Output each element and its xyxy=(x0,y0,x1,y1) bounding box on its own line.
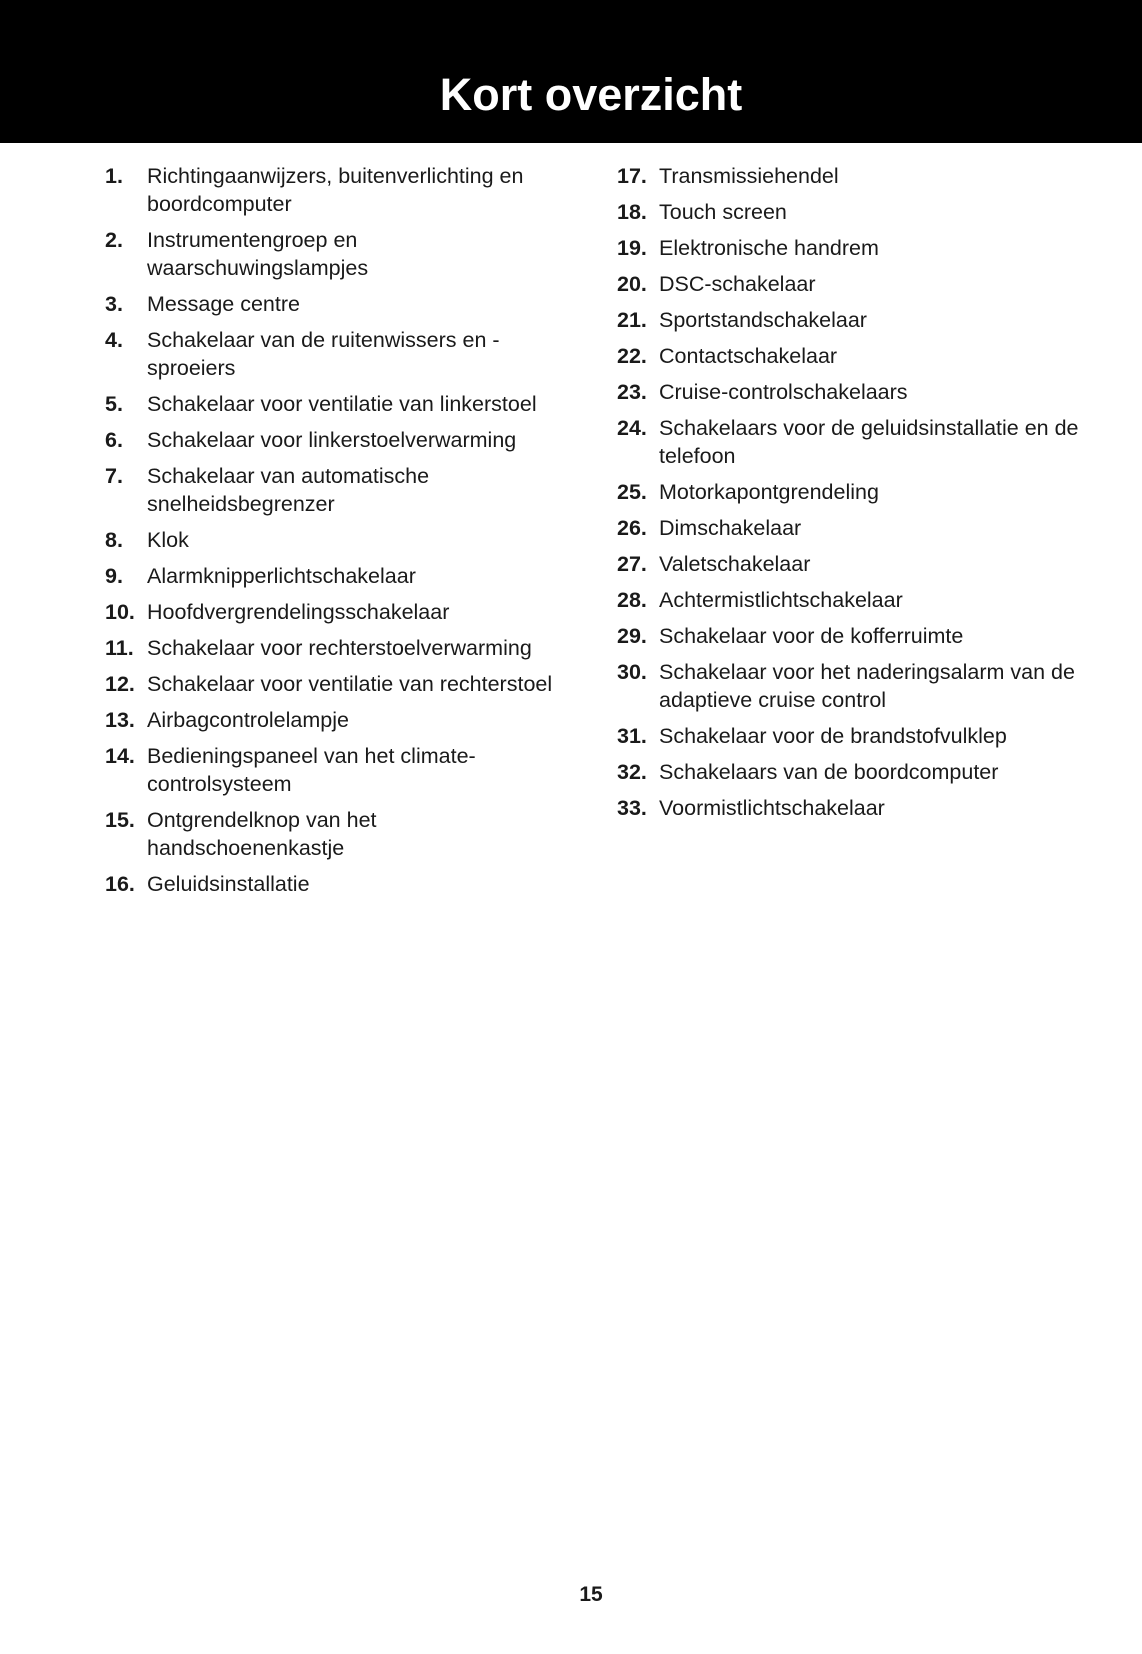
legend-item xyxy=(105,806,575,862)
legend-item xyxy=(105,390,575,418)
legend-item-number: 33. xyxy=(617,796,647,820)
legend-item xyxy=(105,670,575,698)
legend-item-number: 23. xyxy=(617,380,647,404)
legend-item-number: 20. xyxy=(617,272,647,296)
legend-item-number: 29. xyxy=(617,624,647,648)
legend-item xyxy=(617,514,1087,542)
legend-item-number: 16. xyxy=(105,872,135,896)
legend-item xyxy=(105,426,575,454)
legend-item xyxy=(105,462,575,518)
legend-item-label: Schakelaars voor de geluidsinstallatie en de telefoon xyxy=(659,416,1079,468)
legend-item xyxy=(617,162,1087,190)
legend-item-label: Bedieningspaneel van het climate-controlsysteem xyxy=(147,744,476,796)
legend-item-label: DSC-schakelaar xyxy=(659,272,816,296)
legend-item-number: 1. xyxy=(105,164,123,188)
header-band xyxy=(0,0,1142,143)
legend-item-label: Schakelaar van automatische snelheidsbegrenzer xyxy=(147,464,430,516)
legend-item-number: 10. xyxy=(105,600,135,624)
legend-item-number: 17. xyxy=(617,164,647,188)
legend-item-number: 24. xyxy=(617,416,647,440)
legend-item-number: 11. xyxy=(105,636,134,660)
legend-item-label: Message centre xyxy=(147,292,300,316)
legend-item xyxy=(617,758,1087,786)
legend-item xyxy=(617,550,1087,578)
legend-item-number: 12. xyxy=(105,672,135,696)
legend-item-label: Contactschakelaar xyxy=(659,344,838,368)
legend-item-label: Ontgrendelknop van het handschoenenkastje xyxy=(147,808,377,860)
legend-item-label: Schakelaar voor het naderingsalarm van de adaptieve cruise control xyxy=(659,660,1075,712)
legend-item-label: Elektronische handrem xyxy=(659,236,879,260)
legend-item-label: Airbagcontrolelampje xyxy=(147,708,349,732)
legend-item-number: 8. xyxy=(105,528,123,552)
legend-item-number: 2. xyxy=(105,228,123,252)
legend-item-number: 7. xyxy=(105,464,123,488)
legend-item-label: Instrumentengroep en waarschuwingslampjes xyxy=(147,228,369,280)
legend-item-label: Voormistlichtschakelaar xyxy=(659,796,885,820)
legend-item-label: Geluidsinstallatie xyxy=(147,872,310,896)
legend-list-right xyxy=(617,162,1087,830)
legend-item-label: Schakelaar voor de brandstofvulklep xyxy=(659,724,1007,748)
legend-item-number: 26. xyxy=(617,516,647,540)
legend-item xyxy=(105,526,575,554)
legend-item xyxy=(105,742,575,798)
legend-item xyxy=(617,658,1087,714)
legend-item-label: Schakelaars van de boordcomputer xyxy=(659,760,999,784)
legend-item-number: 32. xyxy=(617,760,647,784)
legend-item-number: 4. xyxy=(105,328,123,352)
legend-item xyxy=(617,234,1087,262)
legend-item xyxy=(617,198,1087,226)
legend-item-label: Schakelaar voor ventilatie van rechterstoel xyxy=(147,672,553,696)
legend-item xyxy=(105,706,575,734)
legend-item xyxy=(105,562,575,590)
page-title: Kort overzicht xyxy=(439,69,743,120)
legend-item xyxy=(617,342,1087,370)
legend-item-number: 14. xyxy=(105,744,135,768)
legend-item-label: Richtingaanwijzers, buitenverlichting en boordcomputer xyxy=(147,164,524,216)
legend-item xyxy=(105,598,575,626)
legend-item xyxy=(105,290,575,318)
legend-item-number: 31. xyxy=(617,724,647,748)
legend-item-label: Transmissiehendel xyxy=(659,164,839,188)
legend-item-number: 27. xyxy=(617,552,647,576)
legend-item-label: Dimschakelaar xyxy=(659,516,802,540)
legend-item xyxy=(105,870,575,898)
legend-item xyxy=(617,414,1087,470)
legend-item-label: Achtermistlichtschakelaar xyxy=(659,588,903,612)
legend-item-number: 25. xyxy=(617,480,647,504)
legend-item-label: Schakelaar voor ventilatie van linkerstoel xyxy=(147,392,537,416)
legend-item xyxy=(617,270,1087,298)
legend-item xyxy=(105,226,575,282)
legend-item-label: Alarmknipperlichtschakelaar xyxy=(147,564,416,588)
legend-item-number: 9. xyxy=(105,564,123,588)
legend-item-label: Schakelaar van de ruitenwissers en -sproeiers xyxy=(147,328,500,380)
legend-item xyxy=(617,794,1087,822)
legend-item-number: 6. xyxy=(105,428,123,452)
legend-item-number: 19. xyxy=(617,236,647,260)
legend-item xyxy=(617,478,1087,506)
page-number: 15 xyxy=(579,1583,603,1606)
legend-item xyxy=(617,378,1087,406)
legend-item-number: 30. xyxy=(617,660,647,684)
legend-item-number: 3. xyxy=(105,292,123,316)
legend-item-label: Schakelaar voor de kofferruimte xyxy=(659,624,964,648)
legend-item-number: 21. xyxy=(617,308,647,332)
legend-item-label: Cruise-controlschakelaars xyxy=(659,380,908,404)
legend-item-label: Valetschakelaar xyxy=(659,552,811,576)
legend-item xyxy=(105,326,575,382)
legend-item xyxy=(617,722,1087,750)
legend-item-label: Klok xyxy=(147,528,189,552)
legend-item xyxy=(617,586,1087,614)
legend-item-label: Hoofdvergrendelingsschakelaar xyxy=(147,600,450,624)
legend-item-number: 15. xyxy=(105,808,135,832)
legend-item-label: Sportstandschakelaar xyxy=(659,308,867,332)
legend-item-number: 22. xyxy=(617,344,647,368)
legend-item-label: Motorkapontgrendeling xyxy=(659,480,879,504)
legend-item-number: 28. xyxy=(617,588,647,612)
legend-list-left xyxy=(105,162,575,906)
legend-item xyxy=(105,634,575,662)
legend-item xyxy=(617,306,1087,334)
legend-item-number: 13. xyxy=(105,708,135,732)
legend-item-number: 5. xyxy=(105,392,123,416)
legend-item xyxy=(105,162,575,218)
legend-item-label: Schakelaar voor linkerstoelverwarming xyxy=(147,428,517,452)
legend-item-label: Touch screen xyxy=(659,200,787,224)
legend-item-label: Schakelaar voor rechterstoelverwarming xyxy=(147,636,532,660)
legend-item-number: 18. xyxy=(617,200,647,224)
legend-item xyxy=(617,622,1087,650)
